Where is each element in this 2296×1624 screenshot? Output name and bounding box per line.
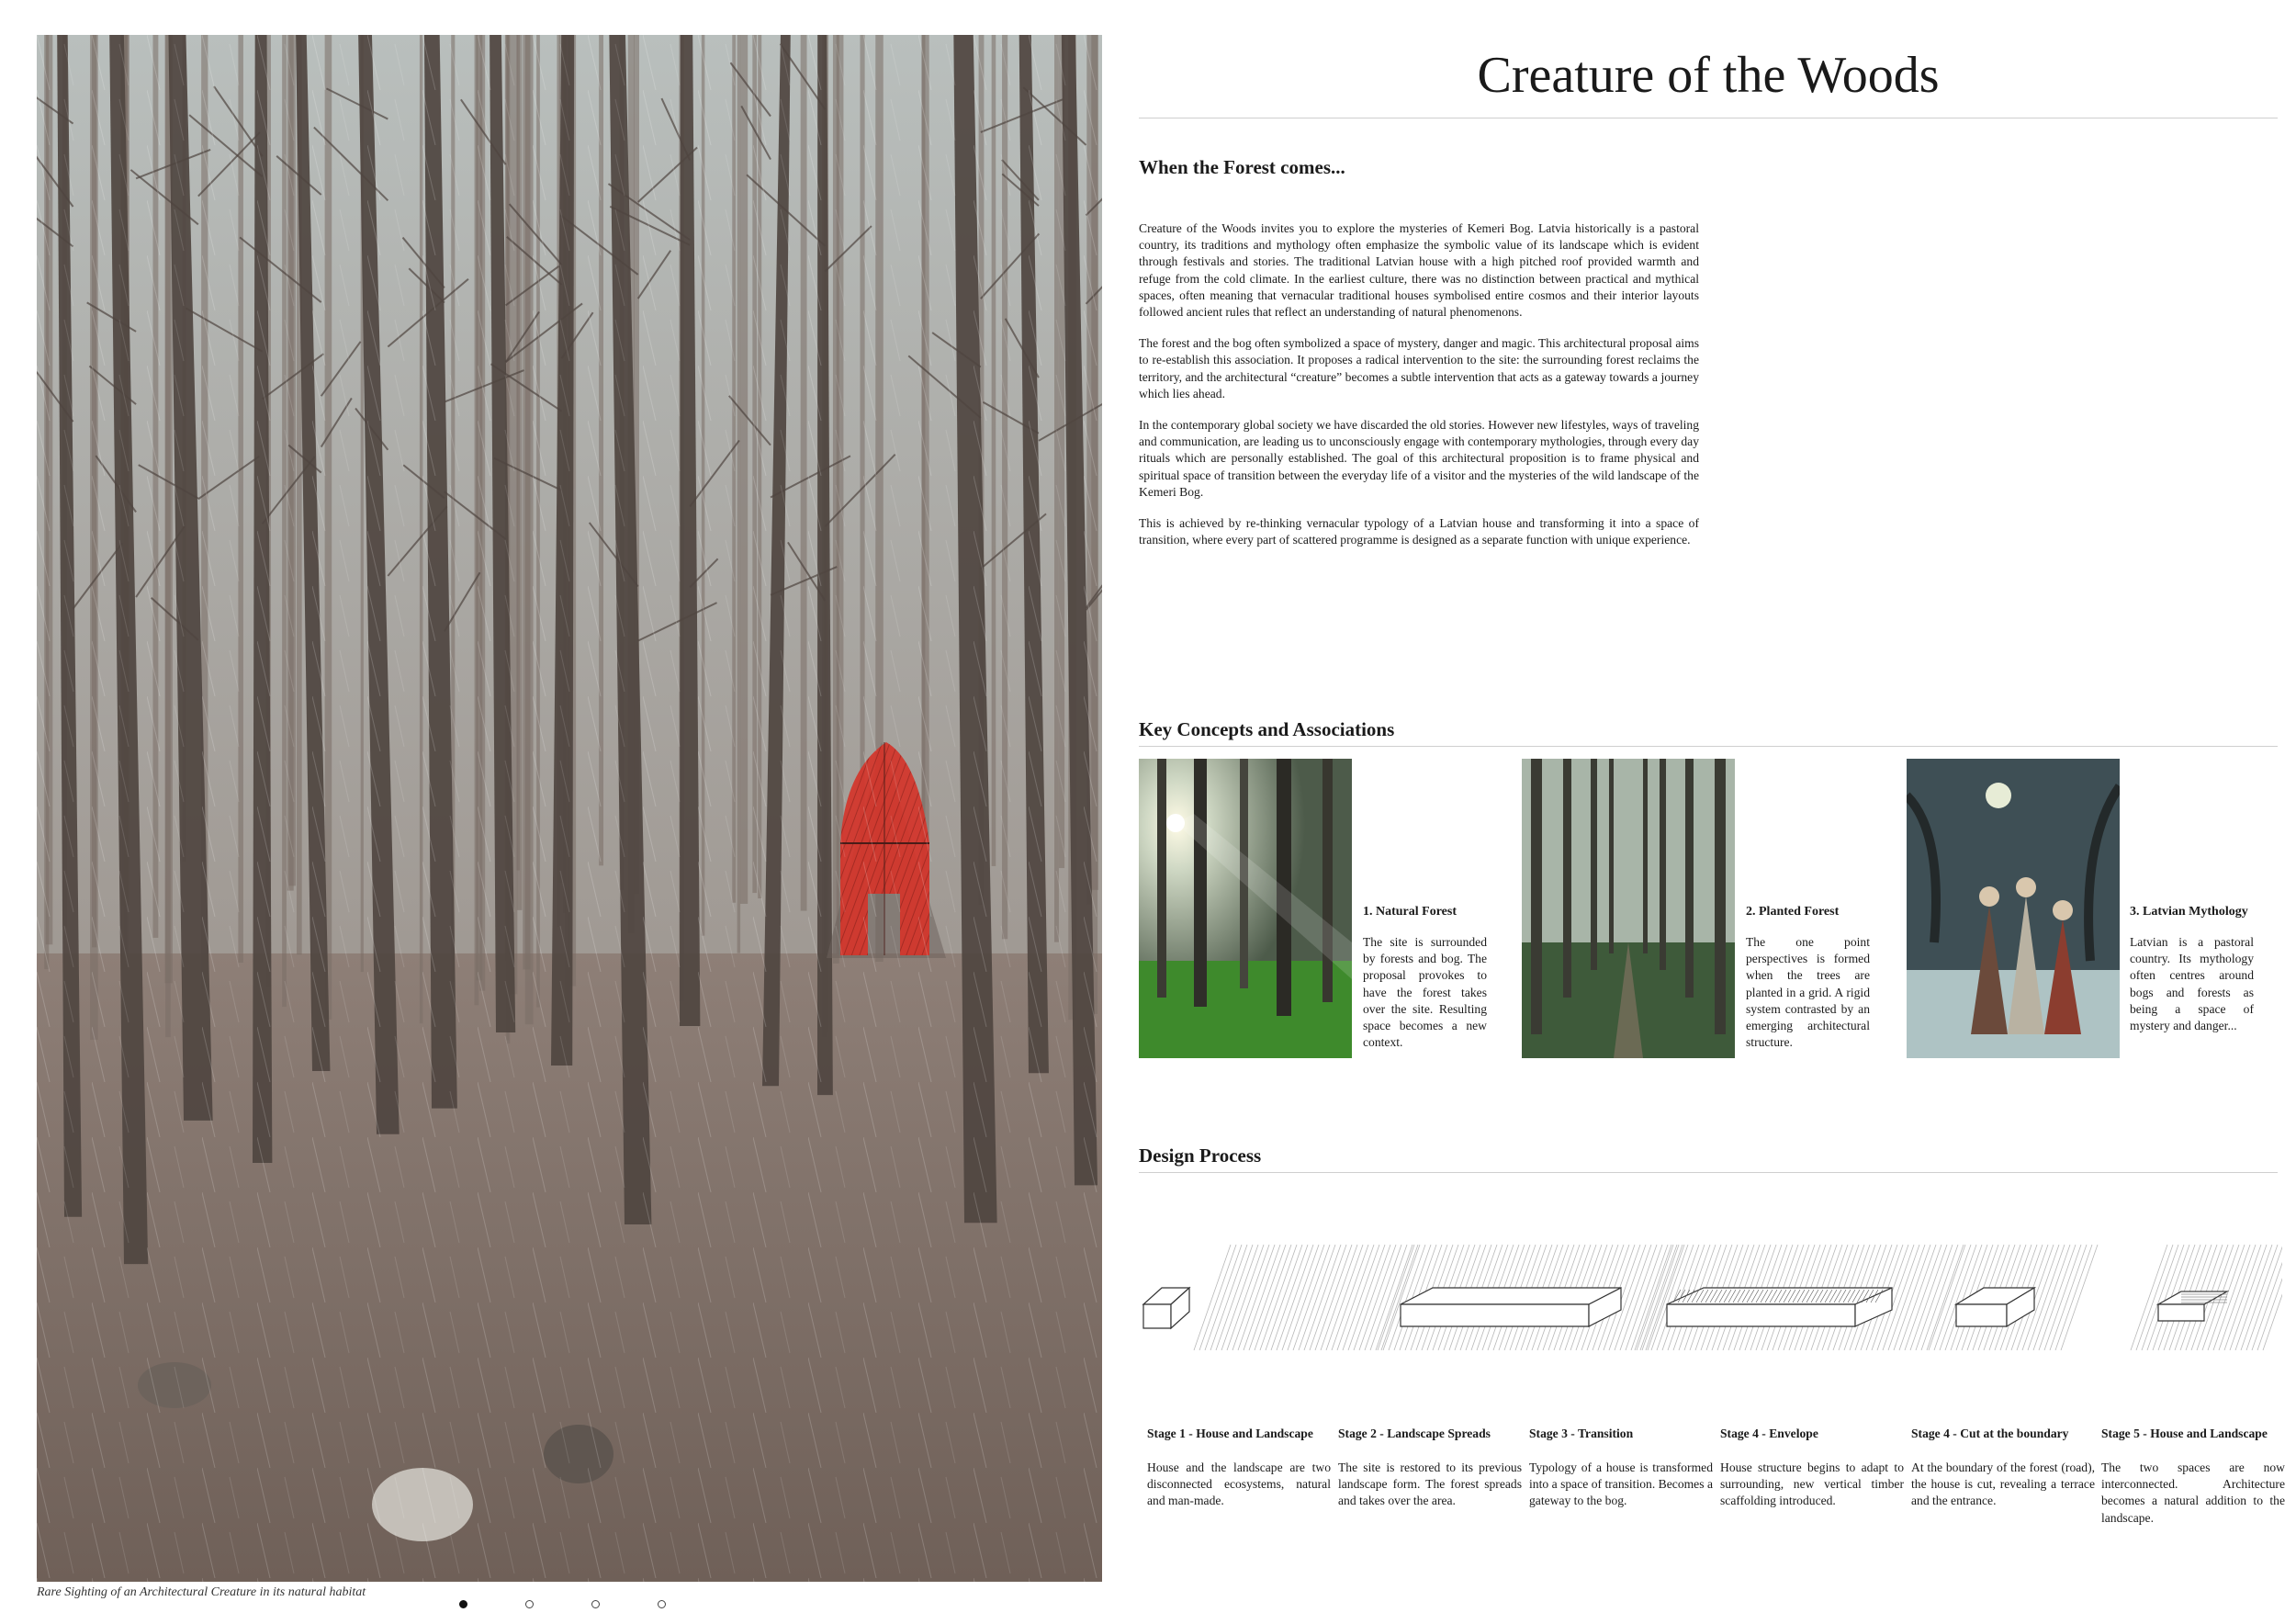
concept-latvian-mythology bbox=[2130, 905, 2254, 1034]
forest-photo bbox=[37, 35, 1102, 1582]
stage-title: Stage 3 - Transition bbox=[1529, 1427, 1634, 1440]
hero-image bbox=[37, 35, 1102, 1582]
intro-heading: When the Forest comes... bbox=[1139, 156, 1345, 178]
stage-title: Stage 4 - Cut at the boundary bbox=[1911, 1427, 2069, 1440]
intro-paragraph: The forest and the bog often symbolized a space of mystery, danger and magic. This architectural proposal aims to re-establish this association. It proposes a radical intervention to the site: the surrounding forest reclaims the territory, and the architectural “creature” becomes a subtle intervention that acts as a gateway towards a journey which lies ahead. bbox=[1139, 336, 1699, 400]
concept-text: The one point perspectives is formed when the trees are planted in a grid. A rigid system contrasted by an emerging architectural structure. bbox=[1746, 935, 1870, 1050]
process-heading: Design Process bbox=[1139, 1145, 1262, 1167]
stage-title: Stage 1 - House and Landscape bbox=[1147, 1427, 1313, 1440]
stage-item bbox=[1911, 1427, 2095, 1510]
process-divider bbox=[1139, 1172, 2278, 1173]
intro-paragraph: Creature of the Woods invites you to explore the mysteries of Kemeri Bog. Latvia historically is a pastoral country, its traditions and mythology often emphasize the symbolic value of its landscape which is evident through festivals and stories. The traditional Latvian house with a high pitched roof provided warmth and refuge from the cold climate. In the earliest culture, there was no distinction between practical and mythical spaces, often meaning that vernacular traditional houses symbolised entire cosmos and their interior layouts followed ancient rules that reflect an understanding of natural phenomenons. bbox=[1139, 221, 1699, 320]
concepts-heading: Key Concepts and Associations bbox=[1139, 718, 1395, 740]
intro-text bbox=[1139, 220, 1699, 563]
stage-text: The two spaces are now interconnected. Architecture becomes a natural addition to the landscape. bbox=[2101, 1460, 2285, 1525]
stage-item bbox=[1147, 1427, 1331, 1510]
concept-text: The site is surrounded by forests and bog. The proposal provokes to have the forest takes over the site. Resulting space becomes a new context. bbox=[1363, 935, 1487, 1050]
carousel-dots bbox=[459, 1600, 680, 1613]
carousel-dot[interactable] bbox=[658, 1600, 666, 1608]
natural-forest-image bbox=[1139, 759, 1352, 1058]
stage-text: Typology of a house is transformed into a space of transition. Becomes a gateway to the bog. bbox=[1529, 1460, 1713, 1508]
stage-text: House and the landscape are two disconnected ecosystems, natural and man-made. bbox=[1147, 1460, 1331, 1508]
stage-text: House structure begins to adapt to surrounding, new vertical timber scaffolding introduced. bbox=[1720, 1460, 1904, 1508]
concept-title: 3. Latvian Mythology bbox=[2130, 905, 2248, 919]
stage-text: The site is restored to its previous landscape form. The forest spreads and takes over the area. bbox=[1338, 1460, 1522, 1508]
stage-item bbox=[1529, 1427, 1713, 1510]
design-process-diagram bbox=[1139, 1231, 2282, 1369]
intro-paragraph: In the contemporary global society we have discarded the old stories. However new lifestyles, ways of traveling and communication, are leading us to unconsciously engage with contemporary mythologies, through every day rituals which are personally established. The goal of this architectural proposition is to frame physical and spiritual space of transition between the everyday life of a visitor and the mysteries of the wild landscape of the Kemeri Bog. bbox=[1139, 418, 1699, 499]
carousel-dot[interactable] bbox=[525, 1600, 534, 1608]
concept-text: Latvian is a pastoral country. Its mythology often centres around bogs and forests as being a space of mystery and danger... bbox=[2130, 935, 2254, 1033]
page-title: Creature of the Woods bbox=[1477, 47, 1940, 104]
hero-caption: Rare Sighting of an Architectural Creature in its natural habitat bbox=[37, 1585, 366, 1599]
stage-item bbox=[2101, 1427, 2285, 1527]
carousel-dot[interactable] bbox=[459, 1600, 467, 1608]
concepts-divider bbox=[1139, 746, 2278, 747]
intro-paragraph: This is achieved by re-thinking vernacular typology of a Latvian house and transforming it into a space of transition, where every part of scattered programme is designed as a separate function with unique experience. bbox=[1139, 516, 1699, 547]
stage-item bbox=[1338, 1427, 1522, 1510]
stage-title: Stage 2 - Landscape Spreads bbox=[1338, 1427, 1491, 1440]
concept-title: 2. Planted Forest bbox=[1746, 905, 1840, 919]
stage-title: Stage 4 - Envelope bbox=[1720, 1427, 1818, 1440]
stage-2-volume bbox=[1401, 1288, 1621, 1304]
stage-title: Stage 5 - House and Landscape bbox=[2101, 1427, 2268, 1440]
concept-planted-forest bbox=[1746, 905, 1870, 1051]
concept-natural-forest bbox=[1363, 905, 1487, 1051]
planted-forest-image bbox=[1522, 759, 1735, 1058]
latvian-mythology-image bbox=[1907, 759, 2120, 1058]
stage-item bbox=[1720, 1427, 1904, 1510]
concept-title: 1. Natural Forest bbox=[1363, 905, 1457, 919]
carousel-dot[interactable] bbox=[591, 1600, 600, 1608]
stage-text: At the boundary of the forest (road), the house is cut, revealing a terrace and the entrance. bbox=[1911, 1460, 2095, 1508]
